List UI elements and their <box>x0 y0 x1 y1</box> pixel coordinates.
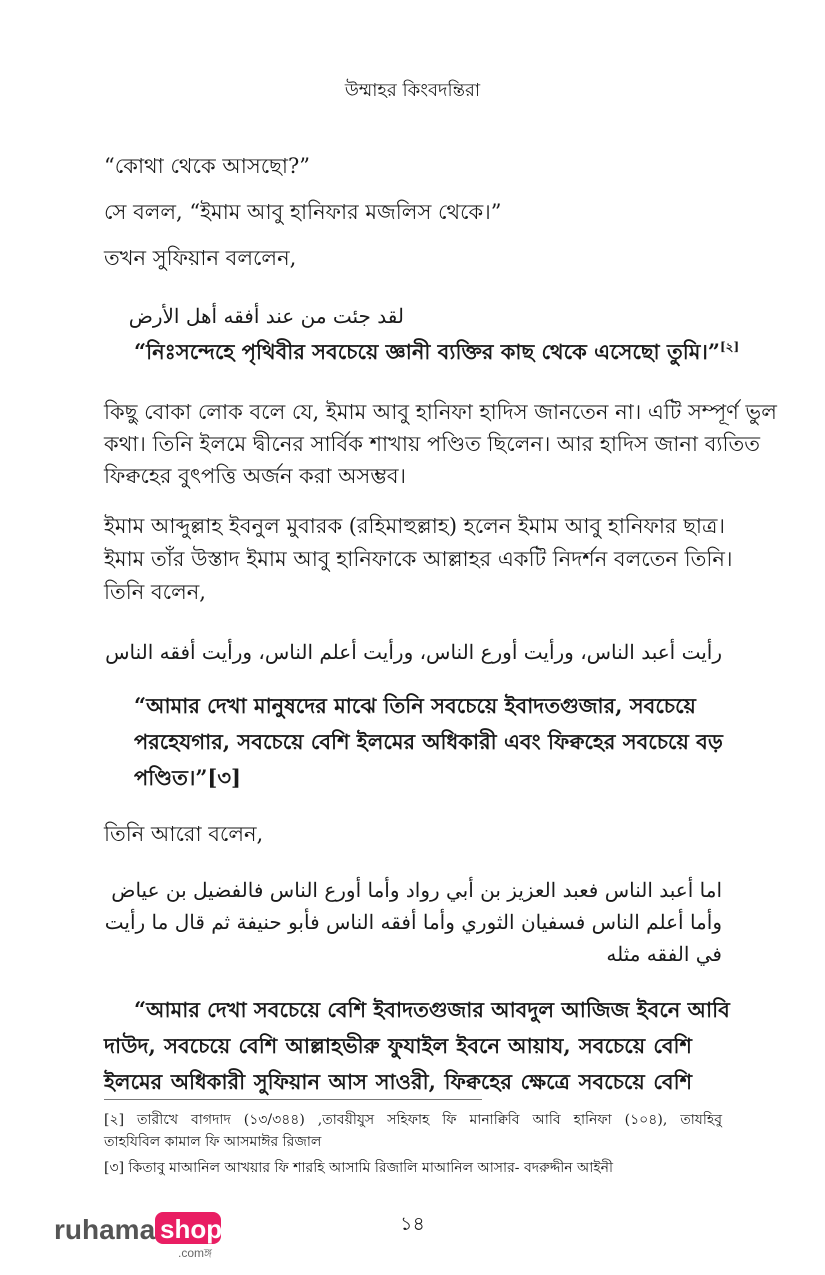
bengali-quote-1 <box>134 336 739 371</box>
footnote-ref: [২] <box>719 340 740 354</box>
page-number: ১৪ <box>400 1213 425 1235</box>
logo-text-shop: shop <box>160 1214 223 1244</box>
running-title: উম্মাহর কিংবদন্তিরা <box>344 80 481 101</box>
quote-line: পরহেযগার, সবচেয়ে বেশি ইলমের অধিকারী এবং ফিক্বহের সবচেয়ে বড় <box>134 729 723 754</box>
footnote-3: [৩] কিতাবু মাআনিল আখয়ার ফি শারহি আসামি রিজালি মাআনিল আসার- বদরুদ্দীন আইনী <box>104 1160 614 1176</box>
ruhamashop-logo <box>54 1212 234 1260</box>
quote-line: ইলমের অধিকারী সুফিয়ান আস সাওরী, ফিক্বহের ক্ষেত্রে সবচেয়ে বেশি <box>104 1069 692 1094</box>
logo-text-ruhama: ruhama <box>54 1214 156 1245</box>
footnote-2: [২] তারীখে বাগদাদ (১৩/৩৪৪) ,তাবয়ীযুস সহিফাহ ফি মানাক্বিবি আবি হানিফা (১০৪), তাযহিবু <box>104 1112 722 1128</box>
arabic-quote-2: رأيت أعبد الناس، ورأيت أورع الناس، ورأيت أعلم الناس، ورأيت أفقه الناس <box>105 640 722 664</box>
quote-line: “আমার দেখা সবচেয়ে বেশি ইবাদতগুজার আবদুল আজিজ ইবনে আবি <box>134 997 730 1022</box>
narration-line: তখন সুফিয়ান বললেন, <box>104 246 297 270</box>
logo-text-com: .comঙ্গ <box>178 1246 212 1260</box>
paragraph-line: কিছু বোকা লোক বলে যে, ইমাম আবু হানিফা হাদিস জানতেন না। এটি সম্পূর্ণ ভুল <box>104 400 777 424</box>
quote-line: দাউদ, সবচেয়ে বেশি আল্লাহভীরু ফুযাইল ইবনে আয়ায, সবচেয়ে বেশি <box>104 1033 692 1058</box>
paragraph-line: ফিক্বহের বুৎপত্তি অর্জন করা অসম্ভব। <box>104 464 407 488</box>
arabic-quote-1: لقد جئت من عند أفقه أهل الأرض <box>128 304 404 328</box>
dialogue-line-answer: সে বলল, “ইমাম আবু হানিফার মজলিস থেকে।” <box>104 200 502 224</box>
arabic-line: في الفقه مثله <box>606 942 722 966</box>
narration-line: তিনি আরো বলেন, <box>104 822 264 846</box>
dialogue-line-question: “কোথা থেকে আসছো?” <box>104 154 310 178</box>
quote-text: “নিঃসন্দেহে পৃথিবীর সবচেয়ে জ্ঞানী ব্যক্তির কাছ থেকে এসেছো তুমি।” <box>134 339 720 364</box>
footnote-2-cont: তাহযিবিল কামাল ফি আসমাঈর রিজাল <box>104 1134 322 1150</box>
paragraph-line: ইমাম আব্দুল্লাহ ইবনুল মুবারক (রহিমাহুল্লাহ) হলেন ইমাম আবু হানিফার ছাত্র। <box>104 514 725 538</box>
footnote-divider <box>104 1099 482 1100</box>
quote-line: “আমার দেখা মানুষদের মাঝে তিনি সবচেয়ে ইবাদতগুজার, সবচেয়ে <box>134 693 696 718</box>
paragraph-line: ইমাম তাঁর উস্তাদ ইমাম আবু হানিফাকে আল্লাহর একটি নিদর্শন বলতেন তিনি। <box>104 547 733 571</box>
arabic-line: وأما أعلم الناس فسفيان الثوري وأما أفقه الناس فأبو حنيفة ثم قال ما رأيت <box>104 910 722 934</box>
arabic-line: اما أعبد الناس فعبد العزيز بن أبي رواد وأما أورع الناس فالفضيل بن عياض <box>111 878 722 902</box>
paragraph-line: তিনি বলেন, <box>104 580 206 604</box>
quote-line: পণ্ডিত।”[৩] <box>134 765 241 790</box>
paragraph-line: কথা। তিনি ইলমে দ্বীনের সার্বিক শাখায় পণ্ডিত ছিলেন। আর হাদিস জানা ব্যতিত <box>104 432 760 456</box>
